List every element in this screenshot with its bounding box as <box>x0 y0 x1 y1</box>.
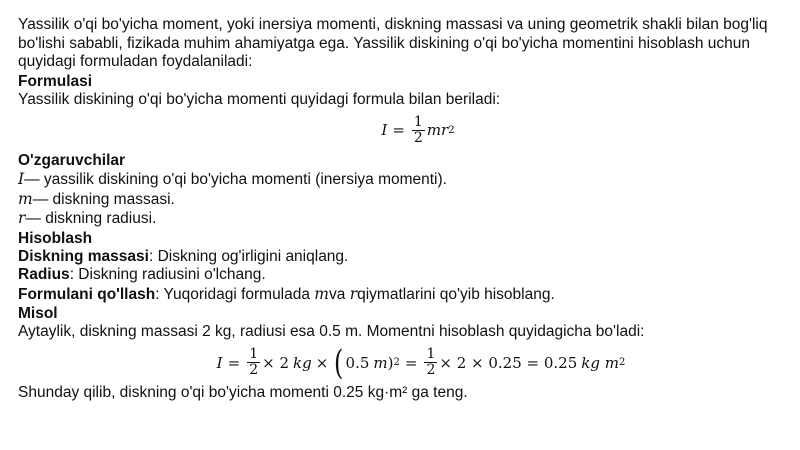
step-text: va <box>329 285 350 303</box>
formula-equals: = <box>392 121 405 139</box>
moment-formula <box>48 109 788 151</box>
step-label: Formulani qo'llash <box>18 285 156 303</box>
formula-heading: Formulasi <box>18 72 93 90</box>
variable-item <box>18 190 788 210</box>
variable-item <box>18 170 788 190</box>
symbol-m: m <box>314 284 329 303</box>
example-times: × <box>315 353 329 372</box>
calculation-step <box>18 285 788 305</box>
example-part2: × 2 × 0.25 = 0.25 <box>439 353 578 372</box>
formula-frac-num: 1 <box>413 113 423 130</box>
example-frac2-den: 2 <box>426 362 436 378</box>
example-formula <box>54 342 788 384</box>
calculation-step <box>18 248 788 267</box>
step-label: Diskning massasi <box>18 247 149 265</box>
formula-intro-text: Yassilik diskining o'qi bo'yicha momenti quyidagi formula bilan beriladi: <box>18 90 501 108</box>
example-paren-open: ( <box>334 342 344 383</box>
variable-symbol: m <box>18 189 33 208</box>
example-paren-exponent: 2 <box>393 357 400 368</box>
step-text: : Yuqoridagi formulada <box>155 285 315 303</box>
variable-symbol: I <box>18 170 25 188</box>
intro-line-2: bo'lishi sababli, fizikada muhim ahamiyatga ega. Yassilik diskining o'qi bo'yicha momentini hisoblash uchun <box>18 34 751 52</box>
variable-desc: — diskning radiusi. <box>25 210 157 227</box>
formula-frac-den: 2 <box>413 129 423 146</box>
example-unit-kgm: kg m <box>581 353 619 372</box>
example-unit-exponent: 2 <box>618 357 626 368</box>
formula-rhs: mr <box>426 121 449 139</box>
document-body <box>18 16 788 402</box>
intro-line-1: Yassilik o'qi bo'yicha moment, yoki inersiya momenti, diskning massasi va uning geometrik shakli bilan bog'liq <box>18 16 768 33</box>
step-text: : Diskning og'irligini aniqlang. <box>148 247 349 265</box>
example-text: Aytaylik, diskning massasi 2 kg, radiusi esa 0.5 m. Momentni hisoblash quyidagicha bo'ladi: <box>18 323 645 340</box>
example-frac1-den: 2 <box>249 362 259 378</box>
formula-fraction <box>412 115 425 146</box>
example-fraction-1 <box>247 347 260 378</box>
variable-symbol: r <box>18 209 26 227</box>
formula-rhs-exponent: 2 <box>448 124 455 136</box>
example-part1: × 2 <box>262 353 289 372</box>
step-text: : Diskning radiusini o'lchang. <box>69 266 266 283</box>
calculation-step <box>18 266 788 285</box>
example-fraction-2 <box>424 347 437 378</box>
variable-item <box>18 209 788 229</box>
calculation-heading: Hisoblash <box>18 229 93 247</box>
example-frac2-num: 1 <box>426 346 436 362</box>
intro-line-3: quyidagi formuladan foydalaniladi: <box>18 53 253 70</box>
example-conclusion: Shunday qilib, diskning o'qi bo'yicha momenti 0.25 kg·m² ga teng. <box>18 383 468 401</box>
step-label: Radius <box>18 266 70 283</box>
variables-heading: O'zgaruvchilar <box>18 152 126 169</box>
formula-lhs: I <box>381 121 388 139</box>
example-unit-m: m <box>373 353 388 372</box>
example-equals: = <box>227 353 241 372</box>
symbol-r: r <box>349 284 358 303</box>
example-unit-kg: kg <box>293 353 312 372</box>
variable-desc: — diskning massasi. <box>32 190 175 208</box>
example-equals-2: = <box>404 353 418 372</box>
example-frac1-num: 1 <box>249 346 259 362</box>
example-heading: Misol <box>18 305 58 322</box>
example-paren-inner: 0.5 <box>345 353 370 372</box>
example-lhs: I <box>216 353 223 372</box>
step-text: qiymatlarini qo'yib hisoblang. <box>357 285 555 303</box>
variable-desc: — yassilik diskining o'qi bo'yicha momenti (inersiya momenti). <box>24 171 447 188</box>
example-paren-close: ) <box>387 353 394 372</box>
